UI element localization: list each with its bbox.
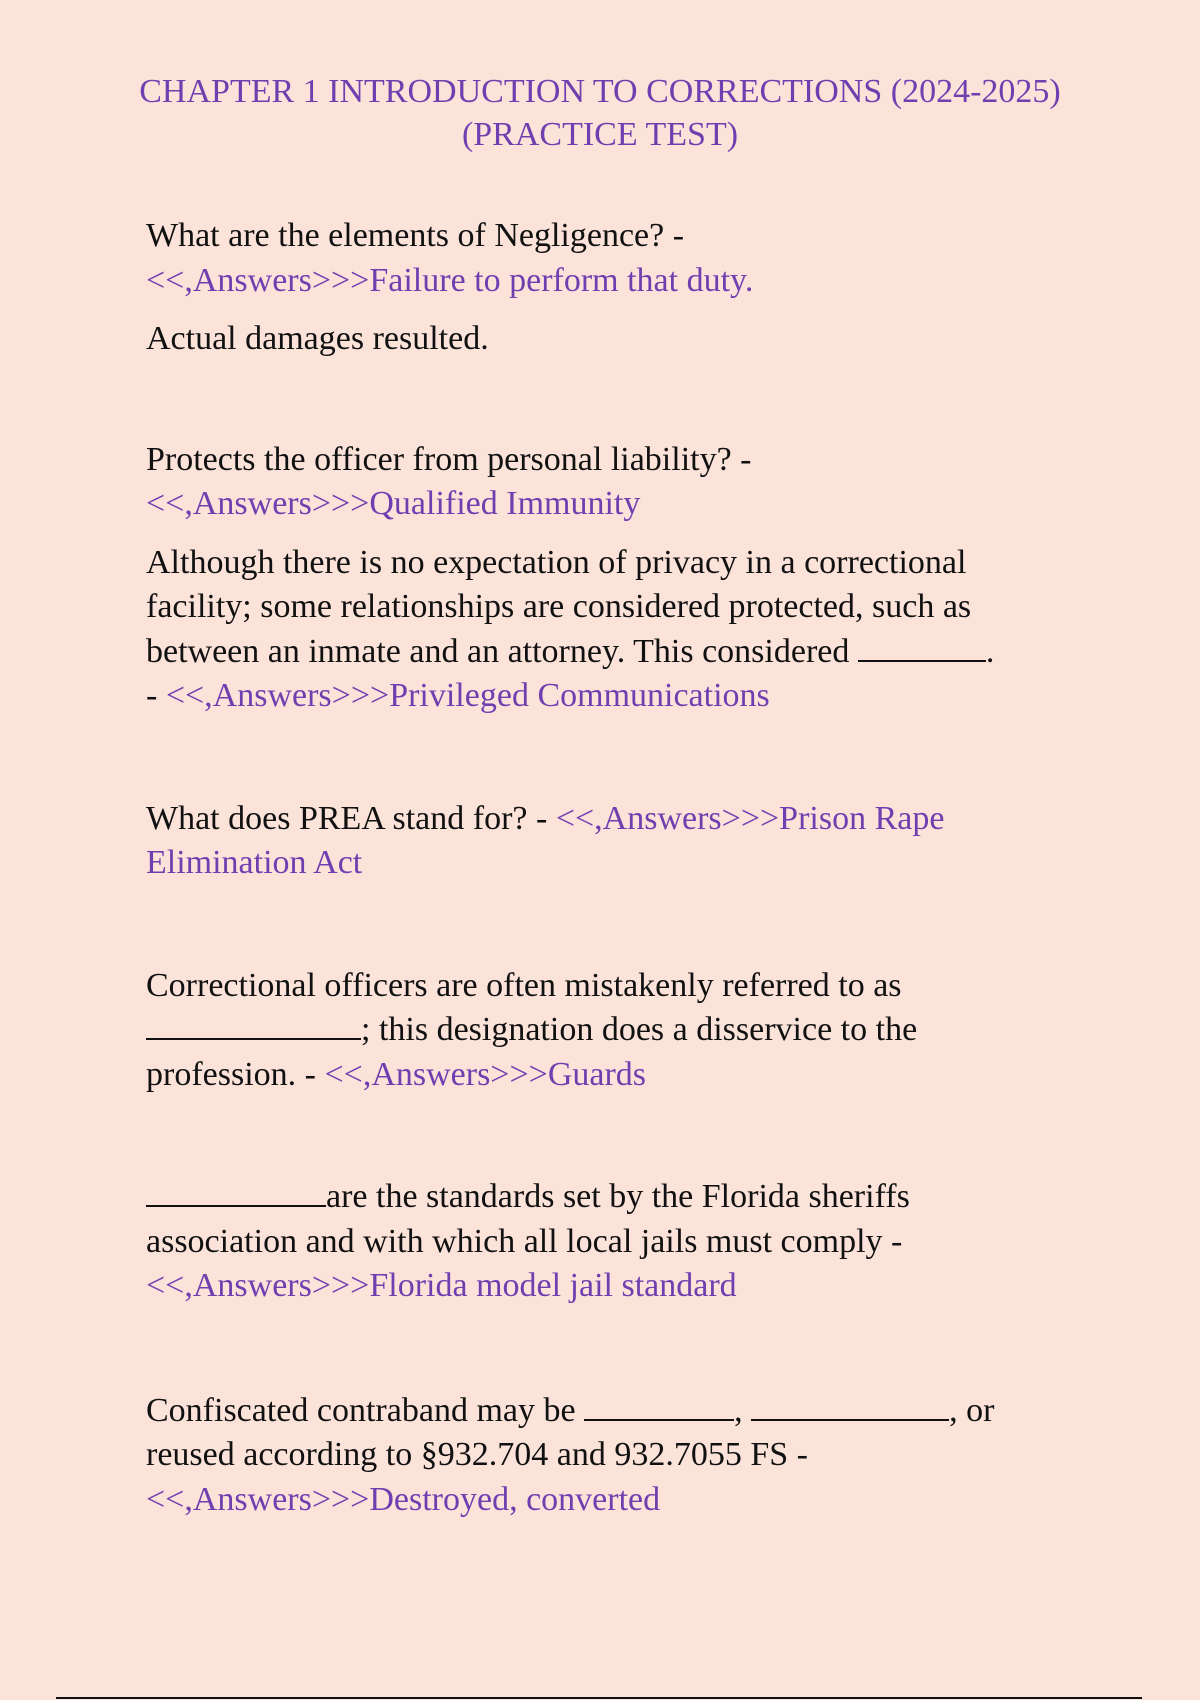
qa-question-line (146, 1175, 1066, 1309)
qa-item (146, 964, 1066, 1098)
answer-prefix: <<,Answers>>> (146, 485, 370, 522)
qa-question-line (146, 214, 1066, 303)
question-text: Correctional officers are often mistakenly referred to as (146, 966, 902, 1004)
answer-prefix: <<,Answers>>> (165, 677, 390, 714)
qa-question-line (146, 964, 1066, 1098)
qa-question-line (146, 1389, 1066, 1523)
answer-continuation: Actual damages resulted. (146, 320, 489, 357)
qa-question-line (146, 797, 1066, 886)
qa-item (146, 1389, 1066, 1523)
qa-list (146, 214, 1066, 1522)
question-text-end: ; this designation does a disservice to the profession. - (146, 1011, 918, 1093)
answer-text: Destroyed, converted (369, 1480, 661, 1518)
answer-prefix: <<,Answers>>> (146, 261, 370, 299)
qa-question-line (146, 438, 1066, 527)
qa-item (146, 541, 1066, 719)
question-text-end: , or reused according to §932.704 and 932.7055 FS - (146, 1391, 995, 1473)
answer-text: Qualified Immunity (369, 485, 641, 522)
answer-text: Guards (547, 1055, 647, 1093)
fill-in-blank (751, 1389, 949, 1421)
answer-dash: - (146, 677, 158, 714)
answer-prefix: <<,Answers>>> (146, 1480, 370, 1518)
question-text-end: . (985, 632, 995, 670)
answer-text: Failure to perform that duty. (369, 261, 754, 299)
answer-prefix: <<,Answers>>> (324, 1055, 548, 1093)
question-text: are the standards set by the Florida sheriffs association and with which all local jails must comply - (146, 1178, 910, 1260)
fill-in-blank (858, 630, 986, 662)
question-text-mid: , (734, 1391, 743, 1429)
answer-text: Florida model jail standard (369, 1267, 737, 1304)
qa-item (146, 214, 1066, 362)
answer-prefix: <<,Answers>>> (555, 799, 780, 837)
page-title: CHAPTER 1 INTRODUCTION TO CORRECTIONS (2024-2025)(PRACTICE TEST) (139, 73, 1061, 153)
answer-text: Prison Rape Elimination Act (146, 799, 945, 881)
fill-in-blank (584, 1389, 734, 1421)
qa-item (146, 1175, 1066, 1309)
qa-item (146, 797, 1066, 886)
bottom-rule (56, 1697, 1142, 1699)
answer-text: Privileged Communications (389, 677, 770, 714)
question-text: Although there is no expectation of privacy in a correctional facility; some relationships are considered protected, such as between an inmate and an attorney. This considered (146, 543, 972, 670)
fill-in-blank (146, 1175, 326, 1207)
answer-prefix: <<,Answers>>> (146, 1267, 370, 1304)
question-text: Protects the officer from personal liability? - (146, 440, 752, 478)
question-text: What does PREA stand for? - (146, 799, 548, 837)
question-text: What are the elements of Negligence? - (146, 217, 685, 254)
qa-item (146, 438, 1066, 527)
question-text: Confiscated contraband may be (146, 1391, 576, 1429)
fill-in-blank (146, 1008, 361, 1040)
qa-question-line (146, 541, 1066, 719)
